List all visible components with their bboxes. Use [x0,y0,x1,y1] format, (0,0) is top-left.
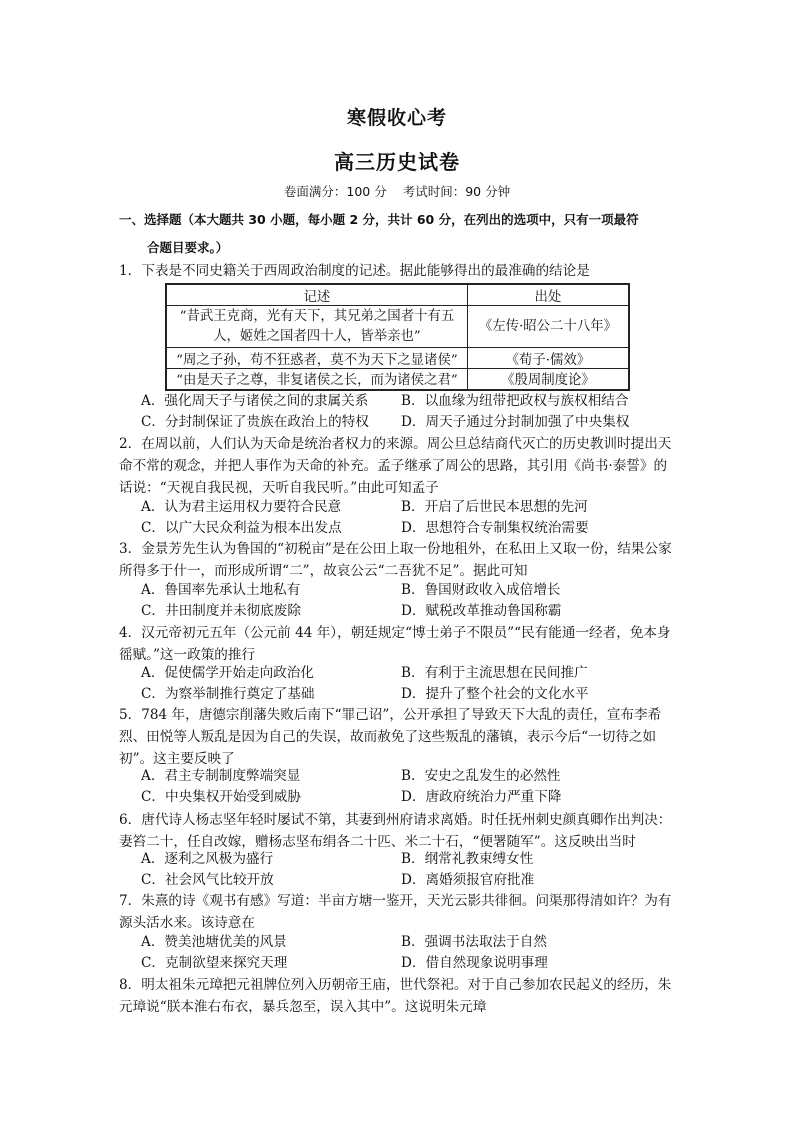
option-c[interactable]: C．以广大民众利益为根本出发点 [141,520,342,536]
option-d[interactable]: D．赋税改革推动鲁国称霸 [401,603,562,619]
table-header-source: 出处 [467,284,629,306]
question-4-options [141,663,681,705]
option-d[interactable]: D．周天子通过分封制加强了中央集权 [401,414,630,430]
option-b[interactable]: B．强调书法取法于自然 [401,934,547,950]
exam-subtitle: 高三历史试卷 [334,150,460,174]
section-instructions [119,206,689,262]
question-7: 7．朱熹的诗《观书有感》写道：半亩方塘一鉴开，天光云影共徘徊。问渠那得清如许？为有源头活水来。该诗意在 [119,893,672,931]
question-7-options [141,932,681,974]
option-d[interactable]: D．思想符合专制集权统治需要 [401,520,589,536]
question-5-options [141,766,681,808]
option-a[interactable]: A．强化周天子与诸侯之间的隶属关系 [141,393,369,409]
option-a[interactable]: A．认为君主运用权力要符合民意 [141,499,342,515]
section-line-1: 一、选择题（本大题共 30 小题，每小题 2 分，共计 60 分，在列出的选项中，只有一项最符 [119,212,639,227]
question-2-options [141,497,681,539]
option-b[interactable]: B．鲁国财政收入成倍增长 [401,582,561,598]
question-1-options [141,391,681,433]
table-cell: “周之子孙，苟不狂惑者，莫不为天下之显诸侯” [166,348,467,369]
exam-meta [0,182,794,200]
option-d[interactable]: D．离婚须报官府批准 [401,872,535,888]
option-b[interactable]: B．以血缘为纽带把政权与族权相结合 [401,393,629,409]
question-5: 5．784 年，唐德宗削藩失败后南下“罪己诏”，公开承担了导致天下大乱的责任，宣布李希烈、田悦等人叛乱是因为自己的失误，故而赦免了这些叛乱的藩镇，表示今后“一切待之如初”。这主要反映了 [119,707,662,767]
option-b[interactable]: B．开启了后世民本思想的先河 [401,499,588,515]
question-2: 2．在周以前，人们认为天命是统治者权力的来源。周公旦总结商代灭亡的历史教训时提出天命不常的观念，并把人事作为天命的补充。孟子继承了周公的思路，其引用《尚书·泰誓》的话说：“天视自我民视，天听自我民听。”由此可知孟子 [119,436,672,496]
source-table [165,283,630,391]
question-8: 8．明太祖朱元璋把元祖牌位列入历朝帝王庙，世代祭祀。对于自己参加农民起义的经历，朱元璋说“朕本淮右布衣，暴兵忽至，误入其中”。这说明朱元璋 [119,977,672,1015]
option-c[interactable]: C．社会风气比较开放 [141,872,274,888]
option-d[interactable]: D．唐政府统治力严重下降 [401,789,562,805]
option-c[interactable]: C．井田制度并未彻底废除 [141,603,301,619]
option-a[interactable]: A．君主专制制度弊端突显 [141,768,301,784]
option-a[interactable]: A．鲁国率先承认土地私有 [141,582,301,598]
table-cell: 《左传·昭公二十八年》 [467,306,629,348]
time-info: 考试时间：90 分钟 [402,184,511,199]
question-3-options [141,580,681,622]
option-a[interactable]: A．逐利之风极为盛行 [141,851,274,867]
option-c[interactable]: C．中央集权开始受到威胁 [141,789,301,805]
table-row [166,348,629,369]
question-6: 6．唐代诗人杨志坚年轻时屡试不第，其妻到州府请求离婚。时任抚州刺史颜真卿作出判决：妻笞二十，任自改嫁，赠杨志坚布绢各二十匹、米二十石，“便署随军”。这反映出当时 [119,812,672,850]
table-cell: 《殷周制度论》 [467,369,629,390]
table-row [166,306,629,348]
option-c[interactable]: C．为察举制推行奠定了基础 [141,686,315,702]
option-c[interactable]: C．克制欲望来探究天理 [141,955,288,971]
question-3: 3．金景芳先生认为鲁国的“初税亩”是在公田上取一份地租外，在私田上又取一份，结果公家所得多于什一，而形成所谓“二”，故哀公云“二吾犹不足”。据此可知 [119,541,672,579]
exam-title: 寒假收心考 [346,107,447,129]
table-cell: 《荀子·儒效》 [467,348,629,369]
option-a[interactable]: A．促使儒学开始走向政治化 [141,665,314,681]
section-line-2: 合题目要求。） [147,240,229,255]
question-6-options [141,849,681,891]
question-1: 1．下表是不同史籍关于西周政治制度的记述。据此能够得出的最准确的结论是 [119,263,590,279]
table-cell: “昔武王克商，光有天下，其兄弟之国者十有五人，姬姓之国者四十人，皆举亲也” [166,306,467,348]
option-d[interactable]: D．借自然现象说明事理 [401,955,548,971]
table-row [166,369,629,390]
option-b[interactable]: B．安史之乱发生的必然性 [401,768,561,784]
option-b[interactable]: B．有利于主流思想在民间推广 [401,665,588,681]
option-d[interactable]: D．提升了整个社会的文化水平 [401,686,589,702]
score-info: 卷面满分：100 分 [283,184,387,199]
option-c[interactable]: C．分封制保证了贵族在政治上的特权 [141,414,369,430]
table-header-record: 记述 [166,284,467,306]
table-cell: “由是天子之尊，非复诸侯之长，而为诸侯之君” [166,369,467,390]
option-a[interactable]: A．赞美池塘优美的风景 [141,934,287,950]
option-b[interactable]: B．纲常礼教束缚女性 [401,851,534,867]
question-4: 4．汉元帝初元五年（公元前 44 年），朝廷规定“博士弟子不限员”“民有能通一经者，免本身徭赋。”这一政策的推行 [119,625,671,663]
